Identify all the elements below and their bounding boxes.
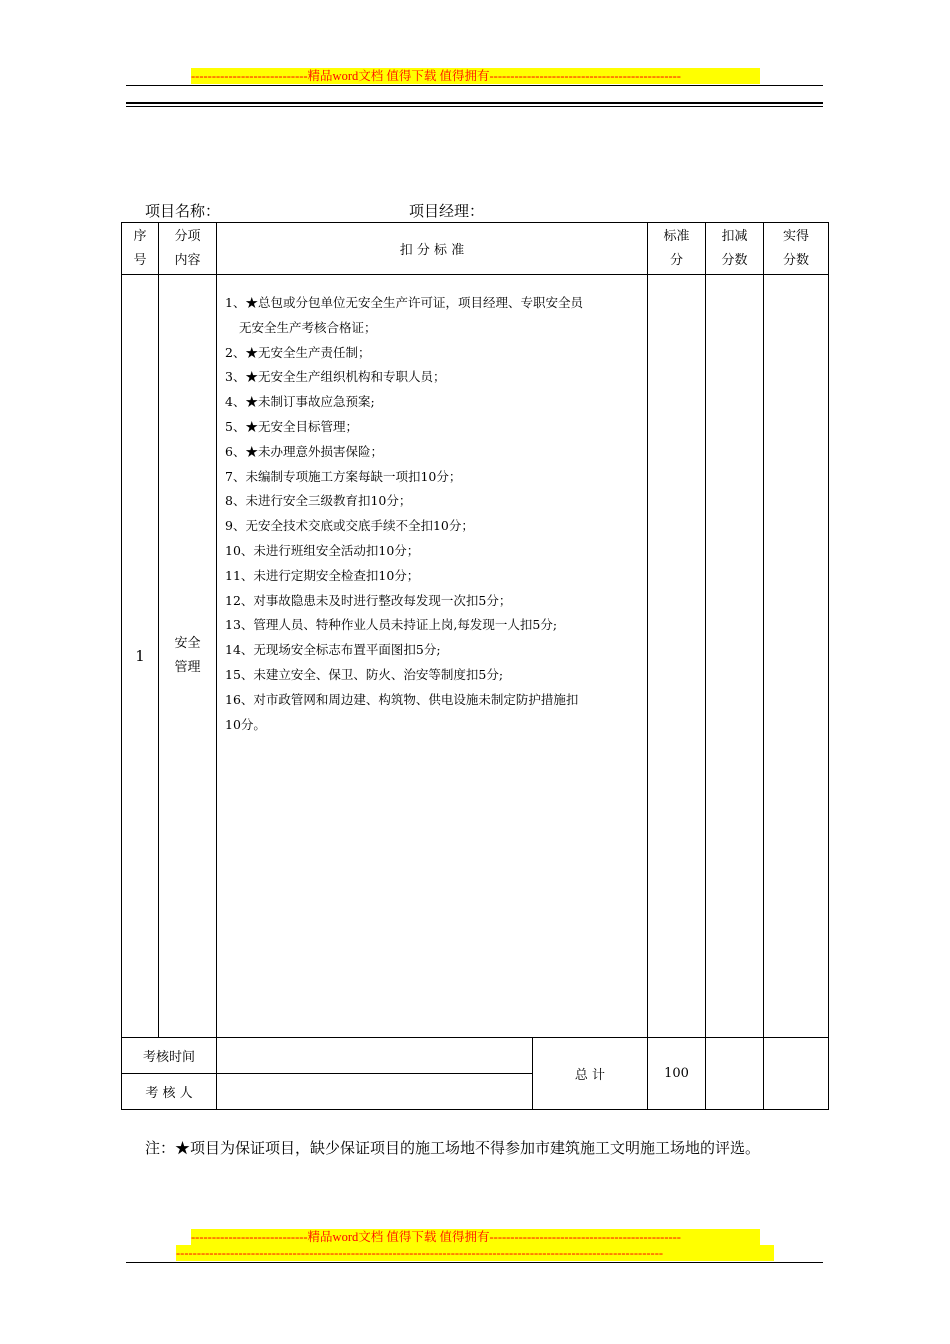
- actual-score-cell[interactable]: [764, 275, 829, 1038]
- header-rule-thin: [126, 85, 823, 86]
- criteria-item: 16、对市政管网和周边建、构筑物、供电设施未制定防护措施扣: [225, 691, 579, 707]
- criteria-item: 12、对事故隐患未及时进行整改每发现一次扣5分；: [225, 592, 512, 608]
- criteria-item: 11、未进行定期安全检查扣10分；: [225, 567, 420, 583]
- header-rule-double-bottom: [126, 106, 823, 107]
- deduction-cell[interactable]: [706, 275, 764, 1038]
- col-header-standard-line2: 分: [669, 252, 683, 268]
- col-header-item: [159, 223, 217, 275]
- footer-banner: ----------------------------精品word文档 值得下载 值得拥有----------------------------------------------: [191, 1229, 760, 1245]
- header-rule-double-top: [126, 102, 823, 104]
- safety-management-row: [122, 275, 829, 1038]
- check-time-row: [122, 1038, 829, 1074]
- total-label: 总 计: [533, 1038, 648, 1110]
- checker-label: 考 核 人: [122, 1074, 217, 1110]
- col-header-standard-line1: 标准: [663, 228, 690, 244]
- standard-score-cell[interactable]: [648, 275, 706, 1038]
- col-header-deduction: [706, 223, 764, 275]
- criteria-item: 13、管理人员、特种作业人员未持证上岗,每发现一人扣5分;: [225, 617, 558, 633]
- total-actual-cell[interactable]: [764, 1038, 829, 1110]
- row-seq: 1: [122, 275, 159, 1038]
- col-header-item-line2: 内容: [174, 252, 201, 268]
- header-row: [122, 223, 829, 275]
- col-header-actual-score: [764, 223, 829, 275]
- col-header-standard-score: [648, 223, 706, 275]
- col-header-seq-line1: 序: [133, 228, 147, 244]
- criteria-item: 无安全生产考核合格证；: [239, 319, 377, 335]
- col-header-deduction-line1: 扣减: [721, 228, 748, 244]
- criteria-item: 4、★未制订事故应急预案;: [225, 394, 375, 410]
- project-name-label: 项目名称：: [145, 202, 221, 220]
- checker-value[interactable]: [217, 1074, 533, 1110]
- col-header-seq: [122, 223, 159, 275]
- footer-rule: [126, 1262, 823, 1263]
- col-header-actual-line2: 分数: [782, 252, 809, 268]
- criteria-item: 6、★未办理意外损害保险；: [225, 443, 383, 459]
- criteria-item: 3、★无安全生产组织机构和专职人员；: [225, 369, 446, 385]
- criteria-item: 8、未进行安全三级教育扣10分；: [225, 493, 412, 509]
- criteria-item: 1、★总包或分包单位无安全生产许可证，项目经理、专职安全员: [225, 295, 583, 310]
- check-time-value[interactable]: [217, 1038, 533, 1074]
- col-header-deduction-line2: 分数: [721, 252, 748, 268]
- criteria-item: 7、未编制专项施工方案每缺一项扣10分；: [225, 468, 462, 484]
- footnote: 注：★项目为保证项目，缺少保证项目的施工场地不得参加市建筑施工文明施工场地的评选。: [145, 1139, 761, 1157]
- total-deduction-cell[interactable]: [706, 1038, 764, 1110]
- row-item: [159, 275, 217, 1038]
- row-item-line2: 管理: [174, 660, 201, 675]
- header-banner: ----------------------------精品word文档 值得下载 值得拥有----------------------------------------------: [191, 68, 760, 84]
- col-header-actual-line1: 实得: [782, 228, 809, 244]
- col-header-criteria: 扣 分 标 准: [217, 223, 648, 275]
- criteria-item: 15、未建立安全、保卫、防火、治安等制度扣5分;: [225, 666, 504, 682]
- criteria-item: 10、未进行班组安全活动扣10分；: [225, 542, 420, 558]
- footer-banner-dashes: ---------------------------------------------------------------------------------------------------------------------: [176, 1245, 774, 1261]
- project-manager-label: 项目经理：: [409, 202, 485, 220]
- col-header-seq-line2: 号: [133, 252, 147, 268]
- criteria-item: 10分。: [225, 716, 266, 732]
- criteria-item: 9、无安全技术交底或交底手续不全扣10分；: [225, 518, 474, 534]
- criteria-item: 14、无现场安全标志布置平面图扣5分;: [225, 642, 441, 658]
- total-standard-score: 100: [648, 1038, 706, 1110]
- col-header-item-line1: 分项: [174, 228, 201, 244]
- criteria-item: 2、★无安全生产责任制；: [225, 344, 371, 360]
- safety-score-table: [121, 222, 829, 1110]
- check-time-label: 考核时间: [122, 1038, 217, 1074]
- row-item-line1: 安全: [174, 636, 201, 651]
- criteria-item: 5、★无安全目标管理；: [225, 418, 358, 434]
- criteria-list: [217, 275, 648, 1038]
